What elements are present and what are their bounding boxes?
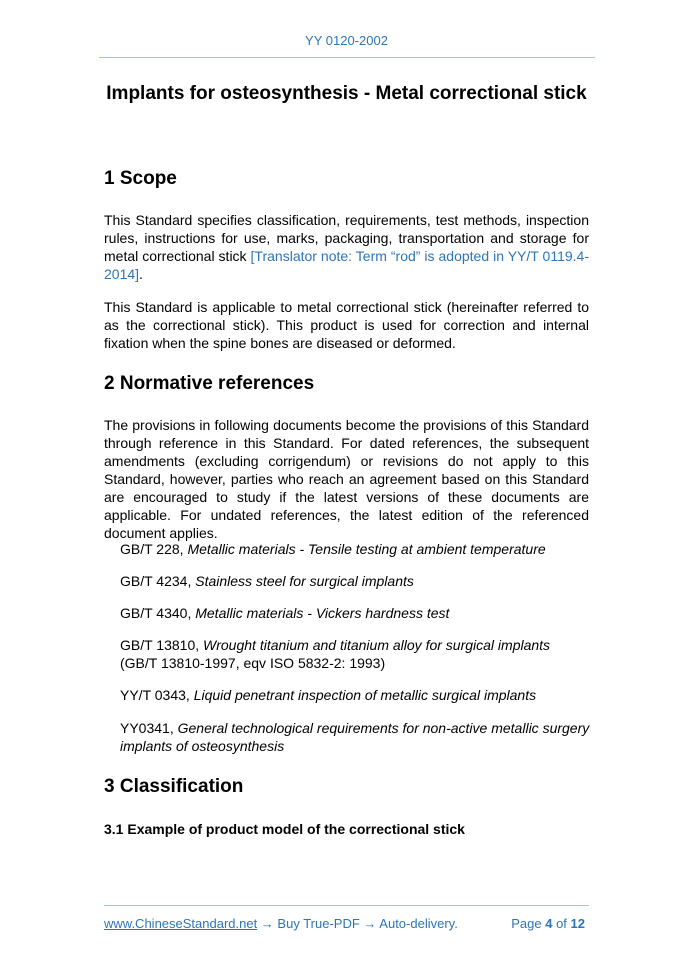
scope-p1-end: . <box>139 266 143 282</box>
scope-paragraph-1 <box>104 211 589 283</box>
reference-code: GB/T 13810, <box>120 637 204 653</box>
document-title: Implants for osteosynthesis - Metal correctional stick <box>106 83 587 104</box>
page-total: 12 <box>570 916 585 931</box>
reference-item <box>120 686 590 704</box>
translator-note: [Translator note: Term “rod” is adopted in YY/T 0119.4-2014] <box>104 248 589 282</box>
reference-suffix: (GB/T 13810-1997, eqv ISO 5832-2: 1993) <box>120 655 386 671</box>
reference-title: Metallic materials - Tensile testing at ambient temperature <box>187 541 546 557</box>
subsection-heading-product-model: 3.1 Example of product model of the correctional stick <box>104 821 465 837</box>
section-heading-normative-references: 2 Normative references <box>104 373 315 394</box>
reference-code: GB/T 4340, <box>120 605 196 621</box>
reference-code: GB/T 4234, <box>120 573 196 589</box>
header-divider <box>99 57 595 58</box>
footer-divider <box>104 905 589 906</box>
reference-item <box>120 719 590 755</box>
page-footer <box>104 916 589 931</box>
page-label: Page <box>511 916 546 931</box>
reference-title: General technological requirements for non-active metallic surgery implants of osteosynthesis <box>120 720 590 754</box>
footer-tagline: → Buy True-PDF → Auto-delivery. <box>257 916 458 931</box>
reference-title: Metallic materials - Vickers hardness test <box>195 605 450 621</box>
normative-intro-paragraph: The provisions in following documents become the provisions of this Standard through reference in this Standard. For dated references, the subsequent amendments (excluding corrigendum) or revisions do not apply to this Standard, however, parties who reach an agreement based on this Standard are encouraged to study if the latest versions of these documents are applicable. For undated references, the latest edition of the referenced document applies. <box>104 417 589 541</box>
reference-item <box>120 540 590 558</box>
page-current: 4 <box>545 916 553 931</box>
reference-title: Stainless steel for surgical implants <box>195 573 414 589</box>
page-indicator <box>511 916 585 931</box>
page-of-label: of <box>552 916 571 931</box>
reference-code: GB/T 228, <box>120 541 188 557</box>
website-link[interactable]: www.ChineseStandard.net <box>104 916 258 931</box>
scope-p1-text: This Standard specifies classification, requirements, test methods, inspection rules, instructions for use, marks, packaging, transportation and storage for metal correctional stick <box>104 212 589 264</box>
section-heading-scope: 1 Scope <box>104 168 177 189</box>
reference-item <box>120 636 590 672</box>
reference-code: YY0341, <box>120 720 178 736</box>
reference-item <box>120 572 590 590</box>
scope-paragraph-2: This Standard is applicable to metal correctional stick (hereinafter referred to as the correctional stick). This product is used for correction and internal fixation when the spine bones are diseased or deformed. <box>104 299 589 351</box>
section-heading-classification: 3 Classification <box>104 776 244 797</box>
reference-code: YY/T 0343, <box>120 687 194 703</box>
reference-title: Wrought titanium and titanium alloy for surgical implants <box>203 637 551 653</box>
reference-item <box>120 604 590 622</box>
reference-title: Liquid penetrant inspection of metallic surgical implants <box>193 687 537 703</box>
header-standard-code: YY 0120-2002 <box>305 33 388 48</box>
